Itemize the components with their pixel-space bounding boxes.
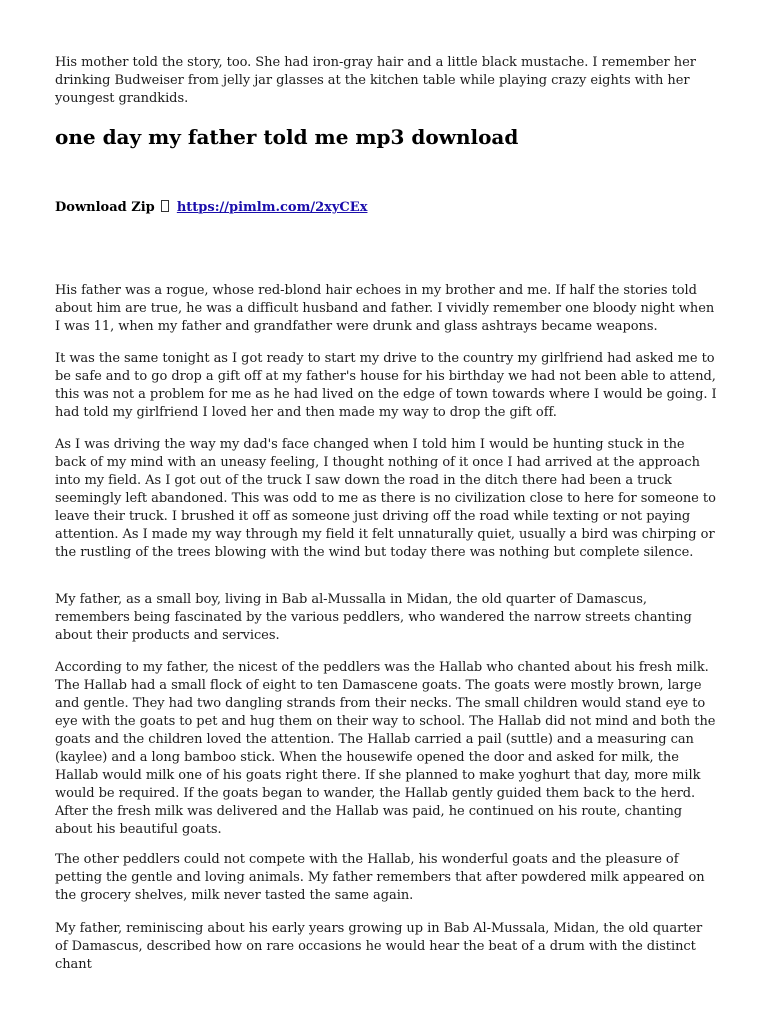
paragraph-3: As I was driving the way my dad's face changed when I told him I would be hunting stuck in the back of my mind with an uneasy feeling, I thought nothing of it once I had arrived at the approach into my field. As I got out of the truck I saw down the road in the ditch there had been a truck seemingly left abandoned. This was odd to me as there is no civilization close to here for someone to leave their truck. I brushed it off as someone just driving off the road while texting or not paying attention. As I made my way through my field it felt unnaturally quiet, usually a bird was chirping or the rustling of the trees blowing with the wind but today there was nothing but complete silence.	[55, 437, 716, 560]
paragraph-1: His father was a rogue, whose red-blond hair echoes in my brother and me. If half the stories told about him are true, he was a difficult husband and father. I vividly remember one bloody night when I was 11, when my father and grandfather were drunk and glass ashtrays became weapons.	[55, 283, 715, 334]
download-link[interactable]: https://pimlm.com/2xyCEx	[176, 200, 368, 215]
page-title: one day my father told me mp3 download	[55, 125, 519, 149]
download-label: Download Zip	[55, 200, 155, 215]
paragraph-4: My father, as a small boy, living in Bab al-Mussalla in Midan, the old quarter of Damascus, remembers being fascinated by the various peddlers, who wandered the narrow streets chanting about their products and services.	[55, 592, 692, 643]
paragraph-2: It was the same tonight as I got ready to start my drive to the country my girlfriend had asked me to be safe and to go drop a gift off at my father's house for his birthday we had not been able to attend, this was not a problem for me as he had lived on the edge of town towards where I would be going. I had told my girlfriend I loved her and then made my way to drop the gift off.	[55, 351, 717, 420]
paragraph-7: My father, reminiscing about his early years growing up in Bab Al-Mussala, Midan, the old quarter of Damascus, described how on rare occasions he would hear the beat of a drum with the distinct chant	[55, 921, 703, 972]
intro-paragraph: His mother told the story, too. She had iron-gray hair and a little black mustache. I remember her drinking Budweiser from jelly jar glasses at the kitchen table while playing crazy eights with her youngest grandkids.	[55, 55, 696, 106]
download-line	[55, 199, 367, 217]
paragraph-6: The other peddlers could not compete with the Hallab, his wonderful goats and the pleasure of petting the gentle and loving animals. My father remembers that after powdered milk appeared on the grocery shelves, milk never tasted the same again.	[55, 852, 705, 903]
missing-glyph-icon	[161, 200, 169, 212]
paragraph-5: According to my father, the nicest of the peddlers was the Hallab who chanted about his fresh milk. The Hallab had a small flock of eight to ten Damascene goats. The goats were mostly brown, large and gentle. They had two dangling strands from their necks. The small children would stand eye to eye with the goats to pet and hug them on their way to school. The Hallab did not mind and both the goats and the children loved the attention. The Hallab carried a pail (suttle) and a measuring can (kaylee) and a long bamboo stick. When the housewife opened the door and asked for milk, the Hallab would milk one of his goats right there. If she planned to make yoghurt that day, more milk would be required. If the goats began to wander, the Hallab gently guided them back to the herd. After the fresh milk was delivered and the Hallab was paid, he continued on his route, chanting about his beautiful goats.	[55, 660, 716, 837]
